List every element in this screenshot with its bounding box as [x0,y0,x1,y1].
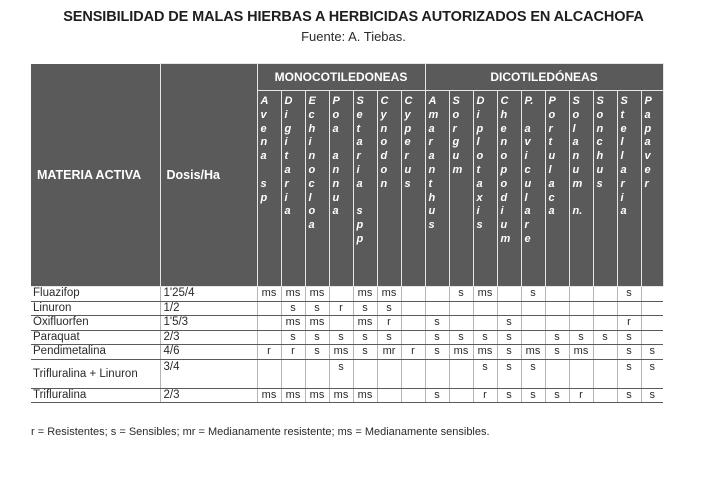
sensitivity-cell: r [617,316,641,331]
sensitivity-cell [281,359,305,388]
sensitivity-cell [257,301,281,316]
sensitivity-cell: s [425,316,449,331]
sensitivity-cell [305,359,329,388]
sensitivity-cell [257,359,281,388]
sensitivity-cell: s [617,359,641,388]
sensitivity-cell: s [521,287,545,302]
sensitivity-cell [593,301,617,316]
sensitivity-cell: s [641,388,663,403]
sensitivity-cell [401,301,425,316]
sensitivity-cell: ms [257,388,281,403]
sensitivity-cell [257,330,281,345]
sensitivity-cell: s [497,388,521,403]
species-header: E c h i n o c l o a [305,91,329,287]
sensitivity-cell [593,316,617,331]
materia-activa-cell: Linuron [31,301,160,316]
header-group-monocotiledoneas: MONOCOTILEDONEAS [257,64,425,91]
table-row [31,388,663,403]
sensitivity-cell: s [593,330,617,345]
sensitivity-cell: s [449,287,473,302]
sensitivity-cell: ms [353,316,377,331]
species-header: A v e n a s p [257,91,281,287]
sensitivity-cell [497,287,521,302]
sensitivity-cell: s [617,287,641,302]
sensitivity-cell: s [641,345,663,360]
dosis-cell: 1'5/3 [160,316,257,331]
sensitivity-cell [449,388,473,403]
sensitivity-cell: ms [329,345,353,360]
sensitivity-cell [521,301,545,316]
sensitivity-cell: s [425,345,449,360]
sensitivity-cell: s [353,301,377,316]
header-dosis: Dosis/Ha [160,64,257,287]
sensitivity-cell: s [521,388,545,403]
sensitivity-cell: s [497,330,521,345]
sensitivity-cell [425,359,449,388]
sensitivity-cell [425,301,449,316]
table-row [31,301,663,316]
sensitivity-cell: s [425,330,449,345]
sensitivity-cell [377,359,401,388]
sensitivity-cell [497,301,521,316]
sensitivity-cell: ms [569,345,593,360]
sensitivity-cell: s [497,359,521,388]
table-header [31,64,663,287]
species-header: S o r g u m [449,91,473,287]
sensitivity-cell [593,388,617,403]
species-header: S o n c h u s [593,91,617,287]
species-header: C y p e r u s [401,91,425,287]
sensitivity-cell: ms [329,388,353,403]
herbicide-sensitivity-table [31,63,664,403]
sensitivity-cell: s [281,301,305,316]
sensitivity-cell: ms [305,287,329,302]
sensitivity-cell [473,301,497,316]
materia-activa-cell: Trifluralina [31,388,160,403]
sensitivity-cell: s [329,330,353,345]
sensitivity-cell: ms [473,287,497,302]
sensitivity-cell [569,287,593,302]
sensitivity-cell: s [449,330,473,345]
sensitivity-cell: ms [353,287,377,302]
dosis-cell: 2/3 [160,330,257,345]
materia-activa-cell: Pendimetalina [31,345,160,360]
sensitivity-cell: s [473,330,497,345]
species-header: D i p l o t a x i s [473,91,497,287]
species-header: A m a r a n t h u s [425,91,449,287]
sensitivity-cell [473,316,497,331]
species-header: D i g i t a r i a [281,91,305,287]
sensitivity-cell: s [569,330,593,345]
sensitivity-cell [593,359,617,388]
sensitivity-cell: s [353,330,377,345]
sensitivity-cell [377,388,401,403]
sensitivity-cell: s [305,301,329,316]
table-legend: r = Resistentes; s = Sensibles; mr = Medianamente resistente; ms = Medianamente sensibles. [31,426,490,438]
sensitivity-cell: s [617,388,641,403]
sensitivity-cell [569,316,593,331]
sensitivity-cell [593,345,617,360]
sensitivity-cell: r [473,388,497,403]
sensitivity-cell: s [545,345,569,360]
sensitivity-cell: r [257,345,281,360]
sensitivity-cell [401,359,425,388]
sensitivity-cell [449,316,473,331]
sensitivity-cell: s [329,359,353,388]
sensitivity-cell: ms [521,345,545,360]
header-materia-activa: MATERIA ACTIVA [31,64,160,287]
sensitivity-cell [401,388,425,403]
sensitivity-cell [329,316,353,331]
sensitivity-cell: s [473,359,497,388]
sensitivity-cell [545,301,569,316]
sensitivity-cell [545,287,569,302]
sensitivity-cell: ms [281,287,305,302]
species-header: S t e l l a r i a [617,91,641,287]
sensitivity-cell: s [281,330,305,345]
sensitivity-cell: ms [305,388,329,403]
sensitivity-cell: mr [377,345,401,360]
sensitivity-cell: r [281,345,305,360]
header-group-dicotiledoneas: DICOTILEDÓNEAS [425,64,663,91]
materia-activa-cell: Fluazifop [31,287,160,302]
sensitivity-cell: s [305,330,329,345]
table-body [31,287,663,403]
sensitivity-cell: s [497,316,521,331]
table-row [31,359,663,388]
sensitivity-cell [521,316,545,331]
sensitivity-cell: ms [377,287,401,302]
sensitivity-cell [449,301,473,316]
sensitivity-cell: r [377,316,401,331]
sensitivity-cell [425,287,449,302]
sensitivity-cell [329,287,353,302]
sensitivity-cell [569,301,593,316]
dosis-cell: 2/3 [160,388,257,403]
sensitivity-cell [641,301,663,316]
sensitivity-cell: s [305,345,329,360]
sensitivity-cell: ms [449,345,473,360]
dosis-cell: 1'25/4 [160,287,257,302]
dosis-cell: 4/6 [160,345,257,360]
species-header: C h e n o p o d i u m [497,91,521,287]
materia-activa-cell: Trifluralina + Linuron [31,359,160,388]
sensitivity-cell [401,287,425,302]
table-row [31,287,663,302]
materia-activa-cell: Paraquat [31,330,160,345]
species-header: P o a a n n u a [329,91,353,287]
sensitivity-cell [545,359,569,388]
sensitivity-cell: s [641,359,663,388]
sensitivity-cell [353,359,377,388]
species-header: P a p a v e r [641,91,663,287]
sensitivity-cell: s [377,330,401,345]
sensitivity-cell: s [617,345,641,360]
species-header: C y n o d o n [377,91,401,287]
species-header: P o r t u l a c a [545,91,569,287]
sensitivity-cell: ms [305,316,329,331]
sensitivity-cell: ms [281,388,305,403]
sensitivity-cell [401,330,425,345]
sensitivity-cell [401,316,425,331]
sensitivity-cell: s [353,345,377,360]
sensitivity-cell: ms [353,388,377,403]
sensitivity-cell: r [401,345,425,360]
dosis-cell: 3/4 [160,359,257,388]
sensitivity-cell: r [329,301,353,316]
sensitivity-cell [569,359,593,388]
sensitivity-cell [641,316,663,331]
species-header: S o l a n u m n. [569,91,593,287]
sensitivity-cell [593,287,617,302]
sensitivity-cell [617,301,641,316]
sensitivity-cell: s [497,345,521,360]
sensitivity-cell: s [377,301,401,316]
sensitivity-cell [641,287,663,302]
sensitivity-cell [449,359,473,388]
materia-activa-cell: Oxifluorfen [31,316,160,331]
sensitivity-cell: s [425,388,449,403]
sensitivity-cell: ms [257,287,281,302]
table-row [31,345,663,360]
species-header: P. a v i c u l a r e [521,91,545,287]
sensitivity-cell: s [617,330,641,345]
sensitivity-cell [521,330,545,345]
sensitivity-cell: s [545,388,569,403]
sensitivity-cell: s [521,359,545,388]
sensitivity-cell: r [569,388,593,403]
sensitivity-cell [545,316,569,331]
table-title: SENSIBILIDAD DE MALAS HIERBAS A HERBICIDAS AUTORIZADOS EN ALCACHOFA [63,9,644,25]
sensitivity-cell [641,330,663,345]
sensitivity-cell [257,316,281,331]
dosis-cell: 1/2 [160,301,257,316]
species-header: S e t a r i a s p p [353,91,377,287]
sensitivity-cell: ms [473,345,497,360]
table-source: Fuente: A. Tiebas. [301,29,406,44]
sensitivity-cell: s [545,330,569,345]
table-row [31,316,663,331]
table-row [31,330,663,345]
sensitivity-cell: ms [281,316,305,331]
